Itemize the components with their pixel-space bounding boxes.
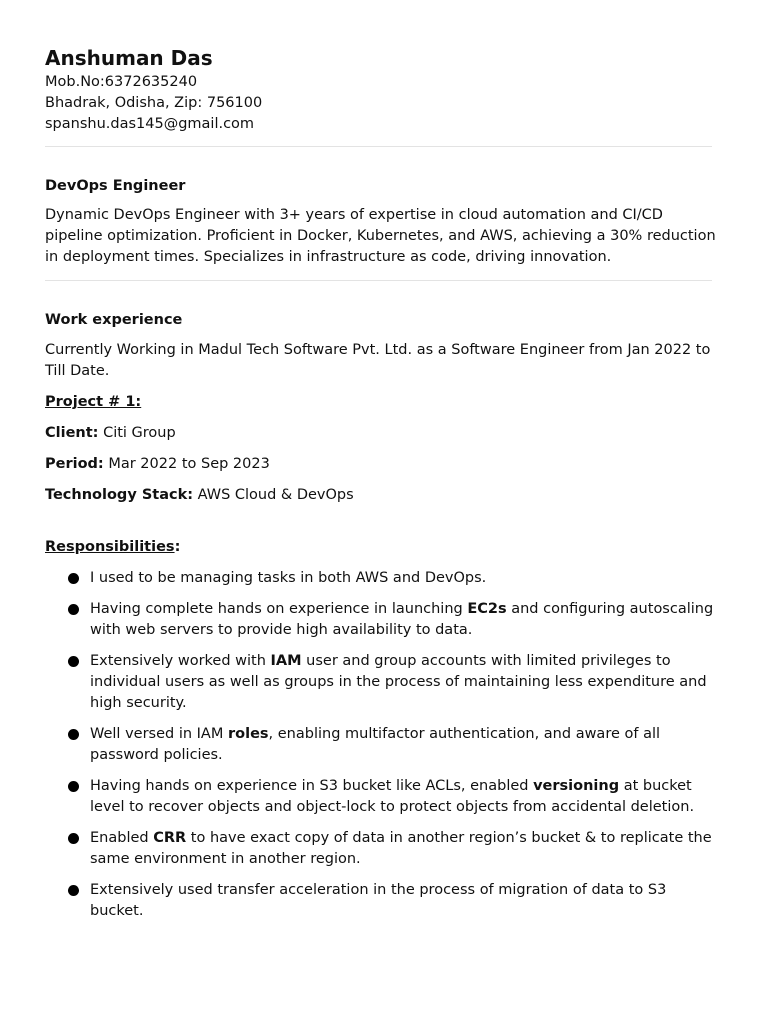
tech-stack-value: AWS Cloud & DevOps bbox=[193, 487, 354, 503]
responsibilities-heading bbox=[45, 537, 716, 558]
list-item: Having complete hands on experience in launching EC2s and configuring autoscaling with web servers to provide high availability to data. bbox=[45, 599, 720, 641]
work-experience-title: Work experience bbox=[45, 312, 183, 328]
responsibilities-list bbox=[45, 568, 716, 922]
period-line bbox=[45, 454, 716, 475]
period-value: Mar 2022 to Sep 2023 bbox=[103, 456, 270, 472]
list-item: Well versed in IAM roles, enabling multifactor authentication, and aware of all password policies. bbox=[45, 724, 720, 766]
candidate-name: Anshuman Das bbox=[45, 46, 213, 70]
header-divider bbox=[45, 146, 712, 147]
email-address: spanshu.das145@gmail.com bbox=[45, 116, 255, 132]
client-value: Citi Group bbox=[98, 425, 176, 441]
mobile-number: Mob.No:6372635240 bbox=[45, 74, 198, 90]
bullet-icon bbox=[68, 781, 79, 792]
summary-title: DevOps Engineer bbox=[45, 178, 186, 194]
summary-text: Dynamic DevOps Engineer with 3+ years of expertise in cloud automation and CI/CD pipeline optimization. Proficient in Docker, Kubernetes, and AWS, achieving a 30% reduction in deployment times. Specializes in infrastructure as code, driving innovation. bbox=[45, 207, 716, 265]
responsibilities-heading-colon: : bbox=[174, 539, 181, 555]
address: Bhadrak, Odisha, Zip: 756100 bbox=[45, 95, 263, 111]
client-label: Client: bbox=[45, 425, 99, 441]
current-employment: Currently Working in Madul Tech Software Pvt. Ltd. as a Software Engineer from Jan 2022 to Till Date. bbox=[45, 342, 711, 379]
bullet-icon bbox=[68, 833, 79, 844]
list-item: Enabled CRR to have exact copy of data in another region’s bucket & to replicate the same environment in another region. bbox=[45, 828, 720, 870]
tech-stack-line bbox=[45, 485, 716, 506]
bullet-icon bbox=[68, 604, 79, 615]
bullet-icon bbox=[68, 885, 79, 896]
list-item: I used to be managing tasks in both AWS and DevOps. bbox=[45, 568, 720, 589]
bullet-icon bbox=[68, 656, 79, 667]
list-item: Having hands on experience in S3 bucket like ACLs, enabled versioning at bucket level to recover objects and object-lock to protect objects from accidental deletion. bbox=[45, 776, 720, 818]
bullet-icon bbox=[68, 573, 79, 584]
client-line bbox=[45, 423, 716, 444]
summary-divider bbox=[45, 280, 712, 281]
list-item: Extensively worked with IAM user and group accounts with limited privileges to individual users as well as groups in the process of maintaining less expenditure and high security. bbox=[45, 651, 720, 714]
tech-stack-label: Technology Stack: bbox=[45, 487, 194, 503]
period-label: Period: bbox=[45, 456, 104, 472]
project-heading: Project # 1: bbox=[45, 394, 142, 410]
bullet-icon bbox=[68, 729, 79, 740]
responsibilities-heading-text: Responsibilities bbox=[45, 539, 175, 555]
list-item: Extensively used transfer acceleration in the process of migration of data to S3 bucket. bbox=[45, 880, 720, 922]
